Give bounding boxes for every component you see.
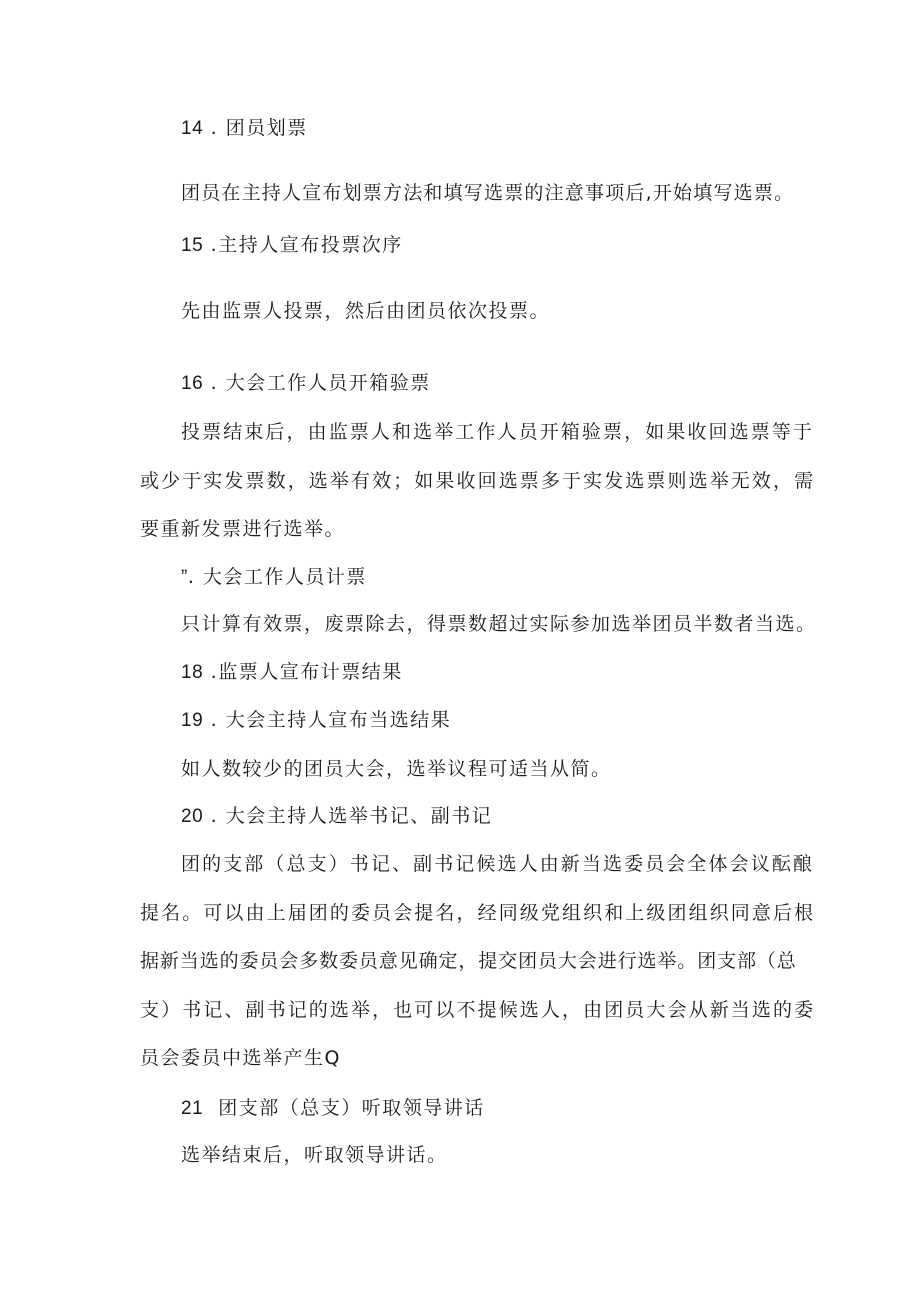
paragraph-line: 如人数较少的团员大会，选举议程可适当从简。 xyxy=(181,758,612,780)
heading-number: 20 xyxy=(181,806,204,827)
paragraph-line: 员会委员中选举产生Q xyxy=(140,1047,341,1069)
paragraph-line: 先由监票人投票，然后由团员依次投票。 xyxy=(181,300,551,322)
heading-title: . 大会主持人选举书记、副书记 xyxy=(203,805,493,827)
heading-19 xyxy=(181,707,451,734)
heading-20 xyxy=(181,803,492,830)
heading-number: ” xyxy=(181,567,188,588)
heading-16 xyxy=(181,370,431,397)
paragraph-line: 要重新发票进行选举。 xyxy=(140,518,346,540)
heading-title: . 大会主持人宣布当选结果 xyxy=(203,709,452,731)
paragraph-line: 或少于实发票数，选举有效；如果收回选票多于实发选票则选举无效，需 xyxy=(140,470,816,492)
paragraph-line: 团的支部（总支）书记、副书记候选人由新当选委员会全体会议酝酿 xyxy=(181,853,815,875)
paragraph-line: 只计算有效票，废票除去，得票数超过实际参加选举团员半数者当选。 xyxy=(181,613,817,635)
heading-title: . 大会工作人员开箱验票 xyxy=(203,372,431,394)
heading-number: 21 xyxy=(181,1098,204,1119)
heading-number: 16 xyxy=(181,373,204,394)
heading-17 xyxy=(181,564,367,591)
heading-title: .主持人宣布投票次序 xyxy=(203,234,403,256)
heading-title: 团支部（总支）听取领导讲话 xyxy=(203,1097,485,1119)
heading-title: . 大会工作人员计票 xyxy=(187,566,367,588)
heading-number: 19 xyxy=(181,710,204,731)
heading-number: 18 xyxy=(181,662,204,683)
paragraph-line: 团员在主持人宣布划票方法和填写选票的注意事项后,开始填写选票。 xyxy=(181,182,795,204)
heading-number: 14 xyxy=(181,118,204,139)
heading-title: .监票人宣布计票结果 xyxy=(203,661,403,683)
heading-15 xyxy=(181,232,403,259)
paragraph-line: 据新当选的委员会多数委员意见确定，提交团员大会进行选举。团支部（总 xyxy=(140,950,797,972)
paragraph-line: 支）书记、副书记的选举，也可以不提候选人，由团员大会从新当选的委 xyxy=(140,999,816,1021)
paragraph-line: 选举结束后，听取领导讲话。 xyxy=(181,1144,448,1166)
heading-18 xyxy=(181,659,403,686)
heading-14 xyxy=(181,115,308,142)
paragraph-line: 投票结束后，由监票人和选举工作人员开箱验票，如果收回选票等于 xyxy=(181,421,815,443)
heading-number: 15 xyxy=(181,235,204,256)
heading-title: . 团员划票 xyxy=(203,117,308,139)
heading-21 xyxy=(181,1095,485,1122)
paragraph-line: 提名。可以由上届团的委员会提名，经同级党组织和上级团组织同意后根 xyxy=(140,902,816,924)
